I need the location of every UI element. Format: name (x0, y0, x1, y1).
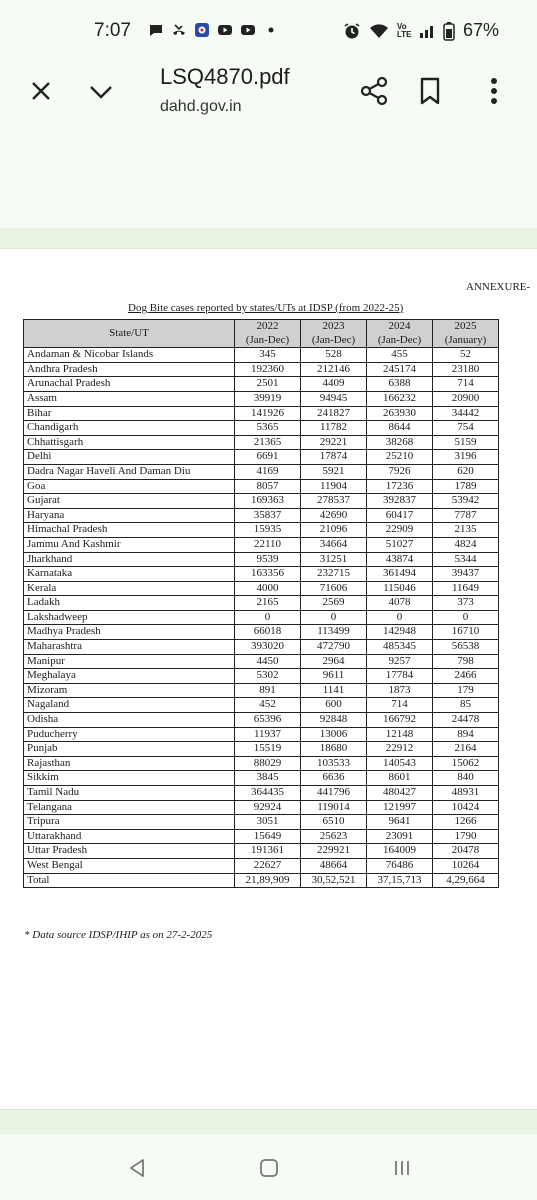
cases-cell: 1266 (433, 815, 499, 830)
cases-cell: 169363 (235, 494, 301, 509)
back-button[interactable] (120, 1153, 154, 1183)
cases-cell: 34442 (433, 406, 499, 421)
state-name-cell: West Bengal (24, 858, 235, 873)
cases-cell: 754 (433, 421, 499, 436)
cases-cell: 15519 (235, 742, 301, 757)
cases-cell: 166792 (367, 713, 433, 728)
state-name-cell: Odisha (24, 713, 235, 728)
cases-cell: 840 (433, 771, 499, 786)
state-name-cell: Delhi (24, 450, 235, 465)
document-source-domain: dahd.gov.in (160, 98, 242, 115)
table-row (24, 362, 499, 377)
cases-cell: 42690 (301, 508, 367, 523)
state-name-cell: Kerala (24, 581, 235, 596)
cases-cell: 22909 (367, 523, 433, 538)
state-name-cell: Andhra Pradesh (24, 362, 235, 377)
cases-cell: 29221 (301, 435, 367, 450)
recent-apps-icon (392, 1158, 412, 1178)
more-vertical-icon (490, 77, 498, 105)
missed-call-icon (171, 22, 187, 38)
table-row (24, 523, 499, 538)
cases-cell: 2569 (301, 596, 367, 611)
cases-cell: 6510 (301, 815, 367, 830)
cases-cell: 6636 (301, 771, 367, 786)
table-row (24, 713, 499, 728)
table-row (24, 669, 499, 684)
annexure-label: ANNEXURE- (466, 281, 531, 293)
cases-cell: 278537 (301, 494, 367, 509)
cases-cell: 92848 (301, 713, 367, 728)
table-row (24, 786, 499, 801)
cases-cell: 25623 (301, 829, 367, 844)
cases-cell: 10264 (433, 858, 499, 873)
cases-cell: 20478 (433, 844, 499, 859)
state-name-cell: Bihar (24, 406, 235, 421)
cases-cell: 179 (433, 683, 499, 698)
cases-cell: 163356 (235, 567, 301, 582)
cases-cell: 5365 (235, 421, 301, 436)
table-row (24, 450, 499, 465)
table-row (24, 494, 499, 509)
cases-cell: 4000 (235, 581, 301, 596)
cases-cell: 60417 (367, 508, 433, 523)
volte-indicator: Vo LTE (396, 21, 412, 39)
cases-cell: 4450 (235, 654, 301, 669)
table-row (24, 829, 499, 844)
cases-cell: 4169 (235, 464, 301, 479)
state-name-cell: Dadra Nagar Haveli And Daman Diu (24, 464, 235, 479)
cases-cell: 113499 (301, 625, 367, 640)
cases-cell: 17784 (367, 669, 433, 684)
close-icon (29, 79, 53, 103)
cases-cell: 392837 (367, 494, 433, 509)
cases-cell: 2164 (433, 742, 499, 757)
cases-cell: 192360 (235, 362, 301, 377)
cases-cell: 485345 (367, 640, 433, 655)
cases-cell: 4409 (301, 377, 367, 392)
state-name-cell: Tamil Nadu (24, 786, 235, 801)
cases-cell: 11937 (235, 727, 301, 742)
battery-icon (443, 21, 455, 41)
state-name-cell: Arunachal Pradesh (24, 377, 235, 392)
cases-cell: 11904 (301, 479, 367, 494)
recent-apps-button[interactable] (385, 1153, 419, 1183)
table-row (24, 391, 499, 406)
cases-cell: 166232 (367, 391, 433, 406)
state-name-cell: Karnataka (24, 567, 235, 582)
cases-cell: 3051 (235, 815, 301, 830)
header-year-2022 (235, 320, 301, 348)
state-name-cell: Nagaland (24, 698, 235, 713)
table-row (24, 625, 499, 640)
cases-cell: 11649 (433, 581, 499, 596)
cases-cell: 71606 (301, 581, 367, 596)
state-name-cell: Manipur (24, 654, 235, 669)
cases-cell: 0 (433, 610, 499, 625)
youtube-icon (217, 22, 233, 38)
cases-cell: 94945 (301, 391, 367, 406)
cases-cell: 115046 (367, 581, 433, 596)
battery-percent: 67% (462, 20, 499, 40)
cases-cell: 798 (433, 654, 499, 669)
cases-cell: 4078 (367, 596, 433, 611)
total-cell: 21,89,909 (235, 873, 301, 888)
cases-cell: 66018 (235, 625, 301, 640)
cases-cell: 455 (367, 348, 433, 363)
state-name-cell: Assam (24, 391, 235, 406)
table-body (24, 348, 499, 888)
cases-cell: 7926 (367, 464, 433, 479)
table-row (24, 567, 499, 582)
alarm-icon (343, 22, 361, 40)
state-name-cell: Uttarakhand (24, 829, 235, 844)
cases-cell: 5302 (235, 669, 301, 684)
cases-cell: 23180 (433, 362, 499, 377)
cases-cell: 31251 (301, 552, 367, 567)
cases-cell: 9641 (367, 815, 433, 830)
total-cell: 30,52,521 (301, 873, 367, 888)
cases-cell: 0 (235, 610, 301, 625)
cases-cell: 2135 (433, 523, 499, 538)
cases-cell: 3845 (235, 771, 301, 786)
table-row (24, 596, 499, 611)
cases-cell: 21365 (235, 435, 301, 450)
cases-cell: 119014 (301, 800, 367, 815)
cases-cell: 263930 (367, 406, 433, 421)
cases-cell: 121997 (367, 800, 433, 815)
state-name-cell: Lakshadweep (24, 610, 235, 625)
state-name-cell: Puducherry (24, 727, 235, 742)
cases-cell: 0 (367, 610, 433, 625)
cases-cell: 8057 (235, 479, 301, 494)
total-cell: 37,15,713 (367, 873, 433, 888)
app-notification-icon (194, 22, 210, 38)
total-row (24, 873, 499, 888)
cases-cell: 21096 (301, 523, 367, 538)
status-bar (0, 0, 537, 60)
state-name-cell: Tripura (24, 815, 235, 830)
cases-cell: 5159 (433, 435, 499, 450)
state-name-cell: Meghalaya (24, 669, 235, 684)
cases-cell: 34664 (301, 537, 367, 552)
cases-cell: 452 (235, 698, 301, 713)
cases-cell: 18680 (301, 742, 367, 757)
cases-cell: 620 (433, 464, 499, 479)
wifi-icon (369, 22, 389, 40)
cases-cell: 8601 (367, 771, 433, 786)
state-name-cell: Telangana (24, 800, 235, 815)
bookmark-button[interactable] (414, 74, 446, 108)
system-nav-bar (0, 1133, 537, 1200)
cases-cell: 600 (301, 698, 367, 713)
cases-cell: 85 (433, 698, 499, 713)
youtube-icon (240, 22, 256, 38)
cases-cell: 51027 (367, 537, 433, 552)
cases-cell: 23091 (367, 829, 433, 844)
state-name-cell: Himachal Pradesh (24, 523, 235, 538)
table-row (24, 464, 499, 479)
table-row (24, 508, 499, 523)
cases-cell: 2501 (235, 377, 301, 392)
system-status (343, 20, 499, 41)
header-year: 2025 (454, 320, 477, 332)
cases-cell: 17874 (301, 450, 367, 465)
state-name-cell: Uttar Pradesh (24, 844, 235, 859)
total-label-cell: Total (24, 873, 235, 888)
chevron-down-icon (88, 79, 114, 103)
header-period: (Jan-Dec) (377, 333, 422, 346)
cases-cell: 1790 (433, 829, 499, 844)
cases-cell: 88029 (235, 756, 301, 771)
table-row (24, 800, 499, 815)
cases-cell: 1873 (367, 683, 433, 698)
table-row (24, 683, 499, 698)
cases-cell: 11782 (301, 421, 367, 436)
cases-cell: 6388 (367, 377, 433, 392)
bookmark-icon (419, 77, 441, 105)
cases-cell: 24478 (433, 713, 499, 728)
cases-cell: 15062 (433, 756, 499, 771)
cases-cell: 894 (433, 727, 499, 742)
more-notifications-dot-icon (263, 22, 279, 38)
table-row (24, 654, 499, 669)
cases-cell: 9611 (301, 669, 367, 684)
cases-cell: 364435 (235, 786, 301, 801)
chat-bubble-icon (148, 22, 164, 38)
cases-cell: 48664 (301, 858, 367, 873)
state-name-cell: Andaman & Nicobar Islands (24, 348, 235, 363)
cases-cell: 891 (235, 683, 301, 698)
pdf-page[interactable] (0, 249, 537, 1109)
cases-cell: 212146 (301, 362, 367, 377)
table-row (24, 727, 499, 742)
cases-cell: 1141 (301, 683, 367, 698)
page-gap-top (0, 228, 537, 249)
state-name-cell: Goa (24, 479, 235, 494)
cases-cell: 56538 (433, 640, 499, 655)
cases-cell: 53942 (433, 494, 499, 509)
share-icon (360, 76, 390, 106)
cases-cell: 12148 (367, 727, 433, 742)
header-year: 2024 (388, 320, 411, 332)
close-button[interactable] (26, 76, 56, 106)
share-button[interactable] (358, 74, 392, 108)
cases-cell: 65396 (235, 713, 301, 728)
table-header-row (24, 320, 499, 348)
cases-cell: 25210 (367, 450, 433, 465)
cases-cell: 16710 (433, 625, 499, 640)
cases-cell: 20900 (433, 391, 499, 406)
cases-cell: 2964 (301, 654, 367, 669)
cases-cell: 7787 (433, 508, 499, 523)
table-row (24, 742, 499, 757)
cases-cell: 38268 (367, 435, 433, 450)
cases-cell: 22912 (367, 742, 433, 757)
cases-cell: 164009 (367, 844, 433, 859)
cases-cell: 0 (301, 610, 367, 625)
cases-cell: 480427 (367, 786, 433, 801)
table-row (24, 552, 499, 567)
table-row (24, 771, 499, 786)
table-row (24, 756, 499, 771)
state-name-cell: Punjab (24, 742, 235, 757)
header-period: (Jan-Dec) (245, 333, 290, 346)
header-year-2025 (433, 320, 499, 348)
table-row (24, 815, 499, 830)
cases-cell: 141926 (235, 406, 301, 421)
state-name-cell: Rajasthan (24, 756, 235, 771)
table-row (24, 698, 499, 713)
cases-cell: 9257 (367, 654, 433, 669)
cases-cell: 10424 (433, 800, 499, 815)
back-triangle-icon (127, 1157, 147, 1179)
table-row (24, 406, 499, 421)
cases-cell: 48931 (433, 786, 499, 801)
cases-cell: 2165 (235, 596, 301, 611)
state-name-cell: Jharkhand (24, 552, 235, 567)
cases-cell: 43874 (367, 552, 433, 567)
state-name-cell: Sikkim (24, 771, 235, 786)
total-cell: 4,29,664 (433, 873, 499, 888)
header-period: (Jan-Dec) (311, 333, 356, 346)
cases-cell: 345 (235, 348, 301, 363)
cases-cell: 15649 (235, 829, 301, 844)
cases-cell: 92924 (235, 800, 301, 815)
cases-cell: 13006 (301, 727, 367, 742)
cases-cell: 5921 (301, 464, 367, 479)
table-title: Dog Bite cases reported by states/UTs at IDSP (from 2022-25) (128, 302, 404, 314)
dog-bite-cases-table (23, 319, 499, 888)
header-year: 2022 (256, 320, 279, 332)
table-row (24, 479, 499, 494)
status-time: 7:07 (94, 20, 131, 41)
state-name-cell: Madhya Pradesh (24, 625, 235, 640)
collapse-button[interactable] (86, 76, 116, 106)
cases-cell: 3196 (433, 450, 499, 465)
cases-cell: 103533 (301, 756, 367, 771)
home-square-icon (259, 1158, 279, 1178)
cases-cell: 22110 (235, 537, 301, 552)
cases-cell: 393020 (235, 640, 301, 655)
cases-cell: 245174 (367, 362, 433, 377)
cases-cell: 140543 (367, 756, 433, 771)
cases-cell: 472790 (301, 640, 367, 655)
table-row (24, 858, 499, 873)
home-button[interactable] (252, 1153, 286, 1183)
state-name-cell: Ladakh (24, 596, 235, 611)
cases-cell: 1789 (433, 479, 499, 494)
cases-cell: 6691 (235, 450, 301, 465)
cases-cell: 35837 (235, 508, 301, 523)
data-source-footnote: * Data source IDSP/IHIP as on 27-2-2025 (24, 929, 213, 941)
state-name-cell: Chhattisgarh (24, 435, 235, 450)
table-row (24, 377, 499, 392)
cases-cell: 22627 (235, 858, 301, 873)
header-year-2024 (367, 320, 433, 348)
cases-cell: 528 (301, 348, 367, 363)
cases-cell: 9539 (235, 552, 301, 567)
cases-cell: 241827 (301, 406, 367, 421)
cases-cell: 15935 (235, 523, 301, 538)
cases-cell: 4824 (433, 537, 499, 552)
state-name-cell: Maharashtra (24, 640, 235, 655)
table-row (24, 844, 499, 859)
table-row (24, 348, 499, 363)
state-name-cell: Chandigarh (24, 421, 235, 436)
table-row (24, 537, 499, 552)
cases-cell: 441796 (301, 786, 367, 801)
table-row (24, 640, 499, 655)
cases-cell: 8644 (367, 421, 433, 436)
more-options-button[interactable] (482, 74, 506, 108)
header-year-2023 (301, 320, 367, 348)
cases-cell: 714 (433, 377, 499, 392)
state-name-cell: Jammu And Kashmir (24, 537, 235, 552)
state-name-cell: Mizoram (24, 683, 235, 698)
header-year: 2023 (322, 320, 345, 332)
table-row (24, 610, 499, 625)
cases-cell: 52 (433, 348, 499, 363)
document-title: LSQ4870.pdf (160, 64, 290, 89)
cases-cell: 17236 (367, 479, 433, 494)
table-row (24, 421, 499, 436)
cases-cell: 191361 (235, 844, 301, 859)
cases-cell: 76486 (367, 858, 433, 873)
state-name-cell: Haryana (24, 508, 235, 523)
page-gap-bottom (0, 1109, 537, 1134)
notification-icons (148, 22, 279, 38)
cases-cell: 2466 (433, 669, 499, 684)
cases-cell: 229921 (301, 844, 367, 859)
cases-cell: 39919 (235, 391, 301, 406)
header-period: (January) (444, 333, 487, 346)
table-row (24, 435, 499, 450)
state-name-cell: Gujarat (24, 494, 235, 509)
table-row (24, 581, 499, 596)
cases-cell: 714 (367, 698, 433, 713)
cases-cell: 39437 (433, 567, 499, 582)
cases-cell: 361494 (367, 567, 433, 582)
cases-cell: 373 (433, 596, 499, 611)
cases-cell: 232715 (301, 567, 367, 582)
signal-icon (419, 23, 435, 39)
cases-cell: 5344 (433, 552, 499, 567)
header-state: State/UT (24, 320, 235, 348)
cases-cell: 142948 (367, 625, 433, 640)
